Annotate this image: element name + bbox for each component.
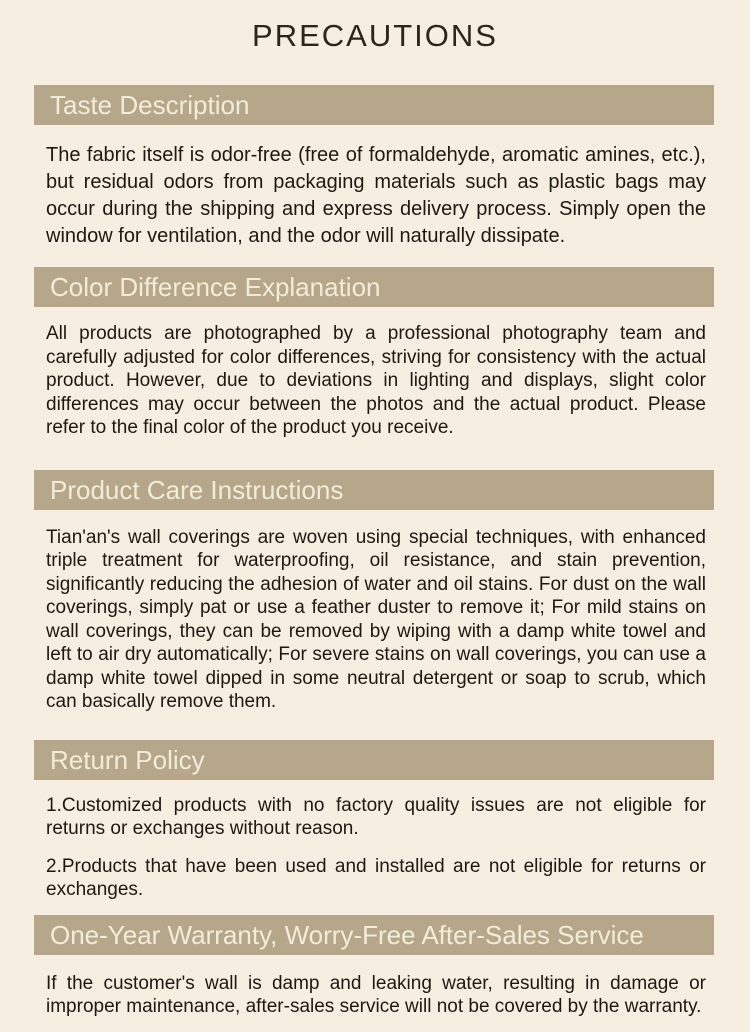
section-color-difference — [0, 267, 750, 440]
section-paragraph: 2.Products that have been used and installed are not eligible for returns or exchanges. — [46, 855, 706, 900]
section-heading: Return Policy — [50, 744, 205, 775]
section-paragraph: 1.Customized products with no factory quality issues are not eligible for returns or exchanges without reason. — [46, 794, 706, 839]
section-heading: Color Difference Explanation — [50, 272, 381, 302]
section-header-bar — [34, 85, 714, 125]
section-header-bar — [34, 740, 714, 780]
section-taste-description — [0, 85, 750, 250]
section-paragraph: The fabric itself is odor-free (free of formaldehyde, aromatic amines, etc.), but residual odors from packaging materials such as plastic bags may occur during the shipping and express delivery process. Simply open the window for ventilation, and the odor will naturally dissipate. — [46, 144, 706, 247]
section-heading: Product Care Instructions — [50, 474, 344, 505]
section-return-policy — [0, 740, 750, 902]
section-paragraph: All products are photographed by a professional photography team and carefully adjusted for color differences, striving for consistency with the actual product. However, due to deviations in lighting and displays, slight color differences may occur between the photos and the actual product. Please refer to the final color of the product you receive. — [46, 323, 706, 438]
section-header-bar — [34, 267, 714, 307]
section-warranty — [0, 915, 750, 1019]
section-paragraph: If the customer's wall is damp and leaking water, resulting in damage or improper maintenance, after-sales service will not be covered by the warranty. — [46, 972, 706, 1017]
section-header-bar — [34, 915, 714, 955]
section-heading: Taste Description — [50, 90, 250, 120]
section-header-bar — [34, 470, 714, 510]
section-heading: One-Year Warranty, Worry-Free After-Sales Service — [50, 919, 644, 950]
page-title: PRECAUTIONS — [252, 18, 498, 53]
section-product-care — [0, 470, 750, 714]
section-paragraph: Tian'an's wall coverings are woven using special techniques, with enhanced triple treatment for waterproofing, oil resistance, and stain prevention, significantly reducing the adhesion of water and oil stains. For dust on the wall coverings, simply pat or use a feather duster to remove it; For mild stains on wall coverings, they can be removed by wiping with a damp white towel and left to air dry automatically; For severe stains on wall coverings, you can use a damp white towel dipped in some neutral detergent or soap to scrub, which can basically remove them. — [46, 526, 706, 712]
